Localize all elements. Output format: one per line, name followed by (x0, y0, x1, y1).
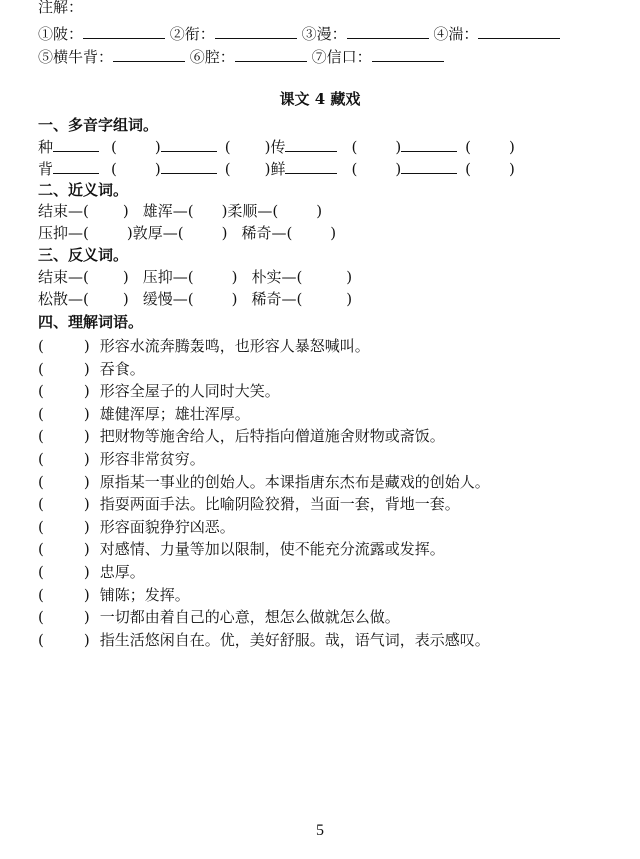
polyphone-row-2 (38, 157, 515, 179)
vocab-item (38, 584, 190, 606)
blank[interactable] (401, 157, 457, 174)
paren-close-char-chuan: )传 (264, 138, 286, 156)
notes-row-1 (38, 22, 560, 44)
paren-open: ( (224, 160, 231, 178)
vocab-definition: 形容面貌狰狞凶恶。 (99, 517, 235, 536)
vocab-definition: 雄健浑厚；雄壮浑厚。 (99, 404, 250, 423)
vocab-item (38, 493, 460, 515)
blank[interactable] (285, 157, 337, 174)
polyphone-row-1 (38, 135, 515, 157)
antonym-pushi: 朴实—( (251, 268, 303, 286)
note-5-label: ⑤横牛背： (38, 48, 114, 66)
answer-paren-close[interactable]: ) (83, 563, 90, 581)
paren-close: ) (122, 290, 129, 308)
section-3-heading: 三、反义词。 (38, 246, 129, 264)
note-6-blank[interactable] (235, 45, 307, 62)
antonym-row-1 (38, 266, 352, 288)
paren-open: ( (111, 138, 117, 156)
paren-open: ( (351, 138, 358, 156)
answer-paren-open[interactable]: ( (38, 450, 44, 468)
answer-paren-open[interactable]: ( (38, 472, 44, 491)
note-6-label: ⑥腔： (189, 48, 235, 66)
synonym-xionghun: 雄浑—( (142, 202, 194, 220)
answer-paren-open[interactable]: ( (38, 585, 44, 604)
notes-heading: 注解： (38, 0, 84, 16)
vocab-item (38, 516, 235, 538)
vocab-item (38, 538, 445, 560)
paren-close: ) (395, 160, 402, 178)
answer-paren-open[interactable]: ( (38, 427, 44, 446)
answer-paren-close[interactable]: ) (83, 540, 90, 559)
note-3-blank[interactable] (347, 22, 429, 39)
paren-close: ) (221, 224, 228, 242)
vocab-definition: 形容全屋子的人同时大笑。 (99, 382, 280, 401)
synonym-dunhou: )敦厚—( (126, 224, 184, 242)
vocab-item (38, 358, 145, 380)
answer-paren-close[interactable]: ) (83, 630, 90, 649)
answer-paren-close[interactable]: ) (83, 337, 90, 355)
vocab-definition: 形容非常贫穷。 (99, 450, 205, 468)
answer-paren-open[interactable]: ( (38, 608, 44, 627)
answer-paren-close[interactable]: ) (83, 404, 90, 423)
vocab-item (38, 380, 280, 402)
paren-close: ) (231, 290, 238, 308)
vocab-definition: 把财物等施舍给人，后特指向僧道施舍财物或斋饭。 (99, 427, 445, 446)
blank[interactable] (401, 135, 457, 152)
synonym-xiqi: 稀奇—( (241, 224, 293, 242)
paren-open: ( (111, 160, 117, 178)
paren-close: ) (346, 268, 353, 286)
note-2-label: ②衔： (169, 25, 215, 43)
section-1-heading: 一、多音字组词。 (38, 116, 159, 134)
answer-paren-close[interactable]: ) (83, 517, 90, 536)
paren-close: ) (122, 202, 129, 220)
vocab-definition: 指生活悠闲自在。优，美好舒服。哉，语气词，表示感叹。 (99, 630, 490, 649)
answer-paren-close[interactable]: ) (83, 427, 90, 446)
answer-paren-close[interactable]: ) (83, 359, 90, 378)
paren-close: ) (316, 202, 323, 220)
vocab-definition: 忠厚。 (99, 563, 145, 581)
vocab-item (38, 425, 445, 447)
note-7-blank[interactable] (372, 45, 444, 62)
synonym-row-1 (38, 200, 322, 222)
answer-paren-open[interactable]: ( (38, 495, 44, 514)
antonym-jieshu: 结束—( (38, 268, 89, 286)
vocab-definition: 形容水流奔腾轰鸣，也形容人暴怒喊叫。 (99, 337, 370, 355)
answer-paren-open[interactable]: ( (38, 359, 44, 378)
antonym-songsan: 松散—( (38, 290, 89, 308)
paren-close: ) (509, 160, 515, 178)
paren-close: ) (346, 290, 353, 308)
note-5-blank[interactable] (113, 45, 185, 62)
notes-row-2 (38, 45, 444, 67)
vocab-item (38, 561, 145, 583)
char-zhong: 种 (38, 138, 54, 156)
blank[interactable] (53, 135, 99, 152)
answer-paren-open[interactable]: ( (38, 404, 44, 423)
blank[interactable] (285, 135, 337, 152)
note-2-blank[interactable] (215, 22, 297, 39)
synonym-roushun: )柔顺—( (221, 202, 279, 220)
vocab-item (38, 403, 250, 425)
vocab-item (38, 629, 490, 651)
paren-open: ( (465, 138, 472, 156)
blank[interactable] (161, 157, 217, 174)
section-4-heading: 四、理解词语。 (38, 313, 144, 331)
char-bei: 背 (38, 160, 54, 178)
answer-paren-close[interactable]: ) (83, 608, 90, 627)
antonym-huanman: 缓慢—( (142, 290, 194, 308)
synonym-row-2 (38, 222, 336, 244)
section-2-heading: 二、近义词。 (38, 181, 129, 199)
lesson-title: 课文 4 藏戏 (279, 90, 361, 108)
answer-paren-open[interactable]: ( (38, 337, 44, 355)
vocab-definition: 指耍两面手法。比喻阴险狡猾，当面一套，背地一套。 (99, 495, 460, 514)
paren-close: ) (154, 160, 161, 178)
vocab-item (38, 606, 400, 628)
page-number: 5 (316, 822, 324, 839)
blank[interactable] (53, 157, 99, 174)
paren-close: ) (122, 268, 129, 286)
paren-close: ) (395, 138, 402, 156)
vocab-item (38, 448, 205, 470)
vocab-definition: 对感情、力量等加以限制，使不能充分流露或发挥。 (99, 540, 445, 559)
vocab-definition: 一切都由着自己的心意，想怎么做就怎么做。 (99, 608, 400, 627)
vocab-definition: 吞食。 (99, 359, 145, 378)
answer-paren-open[interactable]: ( (38, 517, 44, 536)
paren-open: ( (465, 160, 472, 178)
vocab-definition: 铺陈；发挥。 (99, 585, 190, 604)
note-1-blank[interactable] (83, 22, 165, 39)
vocab-item (38, 335, 370, 357)
answer-paren-close[interactable]: ) (83, 382, 90, 401)
blank[interactable] (161, 135, 217, 152)
synonym-yayi: 压抑—( (38, 224, 89, 242)
note-4-blank[interactable] (478, 22, 560, 39)
answer-paren-open[interactable]: ( (38, 630, 44, 649)
antonym-yayi: 压抑—( (142, 268, 194, 286)
vocab-definition: 原指某一事业的创始人。本课指唐东杰布是藏戏的创始人。 (99, 472, 490, 491)
paren-close: ) (154, 138, 161, 156)
answer-paren-open[interactable]: ( (38, 563, 44, 581)
note-4-label: ④湍： (433, 25, 479, 43)
synonym-jieshu: 结束—( (38, 202, 89, 220)
answer-paren-close[interactable]: ) (83, 472, 90, 491)
paren-close: ) (509, 138, 515, 156)
paren-close: ) (330, 224, 337, 242)
answer-paren-close[interactable]: ) (83, 495, 90, 514)
note-3-label: ③漫： (301, 25, 347, 43)
vocab-item (38, 471, 490, 493)
paren-close-char-xian: )鲜 (264, 160, 286, 178)
antonym-row-2 (38, 288, 352, 310)
answer-paren-open[interactable]: ( (38, 540, 44, 559)
answer-paren-close[interactable]: ) (83, 450, 90, 468)
note-7-label: ⑦信口： (311, 48, 372, 66)
paren-open: ( (351, 160, 358, 178)
answer-paren-open[interactable]: ( (38, 382, 44, 401)
answer-paren-close[interactable]: ) (83, 585, 90, 604)
paren-open: ( (224, 138, 231, 156)
paren-close: ) (231, 268, 238, 286)
note-1-label: ①陂： (38, 25, 84, 43)
antonym-xiqi: 稀奇—( (251, 290, 303, 308)
